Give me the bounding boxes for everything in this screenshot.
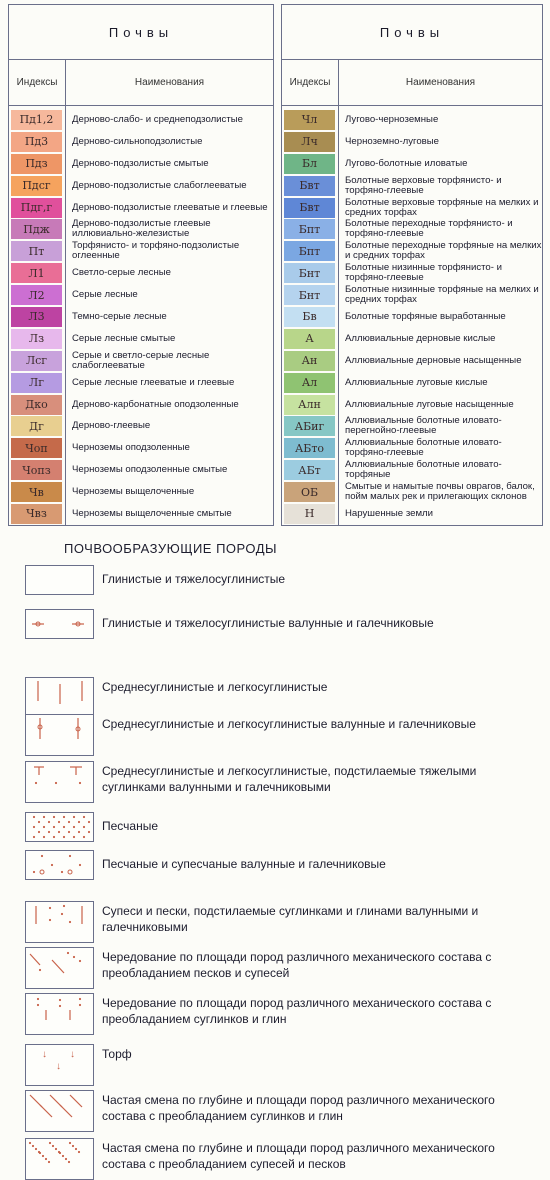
rock-pattern-swatch	[25, 993, 94, 1035]
soil-name: Дерново-слабо- и среднеподзолистые	[72, 113, 243, 125]
soil-color-swatch: Пдг,г	[11, 198, 62, 218]
rock-description: Чередование по площади пород различного механического состава с преобладанием песков и супесей	[102, 950, 492, 980]
soils-table-title: Почвы	[9, 5, 273, 60]
rock-pattern-swatch	[25, 812, 94, 842]
soil-name: Черноземно-луговые	[345, 135, 439, 147]
soil-legend-row	[9, 131, 273, 153]
soil-color-swatch: Дг	[11, 416, 62, 436]
soil-color-swatch: Бнт	[284, 263, 335, 283]
soil-legend-row	[9, 240, 273, 262]
rock-pattern-swatch	[25, 761, 94, 803]
soil-color-swatch: А	[284, 329, 335, 349]
soil-name: Светло-серые лесные	[72, 267, 171, 279]
soil-color-swatch: Бпт	[284, 219, 335, 239]
rock-description: Песчаные	[102, 819, 159, 833]
rock-description: Песчаные и супесчаные валунные и галечниковые	[102, 857, 386, 871]
name-column-header: Наименования	[405, 77, 476, 88]
soil-color-swatch: Бнт	[284, 285, 335, 305]
soil-legend-row	[9, 218, 273, 240]
soil-color-swatch: Лч	[284, 132, 335, 152]
soil-name: Аллювиальные болотные иловато-торфяно-глеевые	[345, 437, 502, 459]
soil-name: Дерново-подзолистые глееватые и глеевые	[72, 201, 268, 213]
soil-name: Болотные переходные торфяные на мелких и средних торфах	[345, 240, 542, 262]
soil-legend-row	[9, 415, 273, 437]
soil-name: Серые лесные смытые	[72, 332, 176, 344]
index-column-header: Индексы	[282, 60, 339, 105]
soil-color-swatch: Пд3	[11, 132, 62, 152]
soils-table-body	[282, 106, 542, 525]
soil-legend-row	[282, 372, 542, 394]
soil-color-swatch: Пдз	[11, 154, 62, 174]
soil-legend-row	[282, 459, 542, 481]
soil-name: Болотные верховые торфяные на мелких и средних торфах	[345, 196, 539, 218]
soil-name: Болотные верховые торфянисто- и торфяно-глеевые	[345, 174, 502, 196]
svg-text:↓: ↓	[42, 1049, 47, 1060]
rock-pattern-swatch	[25, 1044, 94, 1086]
soil-color-swatch: Чв	[11, 482, 62, 502]
soil-legend-row	[9, 394, 273, 416]
soil-name: Дерново-подзолистые слабоглееватые	[72, 179, 247, 191]
svg-text:↓: ↓	[56, 1061, 61, 1072]
rock-pattern-swatch	[25, 1138, 94, 1180]
soil-color-swatch: Лсг	[11, 351, 62, 371]
rock-pattern-swatch	[25, 1090, 94, 1132]
name-column-header: Наименования	[134, 77, 205, 88]
soil-legend-row	[282, 175, 542, 197]
soils-table-left	[8, 4, 274, 526]
soil-color-swatch: Чопз	[11, 460, 62, 480]
soil-name: Аллювиальные болотные иловато-перегнойно-глеевые	[345, 415, 502, 437]
soils-table-header	[9, 60, 273, 106]
soils-table-right	[281, 4, 543, 526]
rock-pattern-swatch	[25, 850, 94, 880]
soil-legend-row	[282, 109, 542, 131]
rock-pattern-swatch	[25, 901, 94, 943]
soil-name: Нарушенные земли	[345, 507, 433, 519]
soil-color-swatch: АБто	[284, 438, 335, 458]
soil-name: Болотные переходные торфянисто- и торфяно-глеевые	[345, 218, 513, 240]
soil-name: Черноземы выщелоченные смытые	[72, 507, 232, 519]
soils-table-body	[9, 106, 273, 525]
soil-name: Черноземы выщелоченные	[72, 486, 195, 498]
soil-color-swatch: АБиг	[284, 416, 335, 436]
soil-legend-row	[282, 284, 542, 306]
soil-legend-row	[9, 284, 273, 306]
soil-color-swatch: Л3	[11, 307, 62, 327]
soil-color-swatch: Лз	[11, 329, 62, 349]
soil-name: Дерново-глеевые	[72, 420, 151, 432]
soil-name: Аллювиальные луговые кислые	[345, 376, 488, 388]
rocks-section-title: ПОЧВООБРАЗУЮЩИЕ ПОРОДЫ	[64, 541, 278, 556]
soil-legend-row	[282, 131, 542, 153]
soil-color-swatch: ОБ	[284, 482, 335, 502]
soil-color-swatch: Бпт	[284, 241, 335, 261]
soil-name: Торфянисто- и торфяно-подзолистые оглеенные	[72, 240, 240, 262]
soil-color-swatch: Лг	[11, 373, 62, 393]
soil-name: Серые лесные глееватые и глеевые	[72, 376, 235, 388]
soil-color-swatch: Бвт	[284, 198, 335, 218]
soil-legend-row	[9, 328, 273, 350]
soil-color-swatch: Ал	[284, 373, 335, 393]
soil-name: Черноземы оподзоленные	[72, 442, 190, 454]
soil-name: Аллювиальные болотные иловато-торфяные	[345, 459, 502, 481]
soil-color-swatch: Бв	[284, 307, 335, 327]
soil-color-swatch: Н	[284, 504, 335, 524]
soil-name: Болотные торфяные выработанные	[345, 310, 506, 322]
rock-description: Торф	[102, 1047, 132, 1061]
rock-pattern-swatch	[25, 609, 94, 639]
rock-description: Среднесуглинистые и легкосуглинистые	[102, 680, 328, 694]
soil-name: Темно-серые лесные	[72, 310, 167, 322]
index-column-header: Индексы	[9, 60, 66, 105]
soils-table-title: Почвы	[282, 5, 542, 60]
soil-color-swatch: Чвз	[11, 504, 62, 524]
soil-legend-row	[9, 350, 273, 372]
soil-legend-row	[282, 197, 542, 219]
soil-color-swatch: Дко	[11, 395, 62, 415]
soil-legend-row	[9, 481, 273, 503]
soil-name: Дерново-подзолистые глеевые иллювиально-железистые	[72, 218, 211, 240]
soil-name: Аллювиальные луговые насыщенные	[345, 398, 514, 410]
rock-pattern-swatch	[25, 677, 94, 719]
soil-name: Серые лесные	[72, 289, 138, 301]
soil-color-swatch: Пдж	[11, 219, 62, 239]
soil-name: Лугово-черноземные	[345, 113, 439, 125]
soil-color-swatch: Пдсг	[11, 176, 62, 196]
soil-legend-row	[282, 394, 542, 416]
soil-color-swatch: Бл	[284, 154, 335, 174]
soil-name: Лугово-болотные иловатые	[345, 157, 468, 169]
soil-legend-row	[9, 306, 273, 328]
soil-legend-row	[282, 481, 542, 503]
soil-name: Дерново-карбонатные оподзоленные	[72, 398, 239, 410]
soil-legend-row	[9, 175, 273, 197]
soil-legend-row	[282, 306, 542, 328]
soil-color-swatch: Л2	[11, 285, 62, 305]
soil-name: Смытые и намытые почвы оврагов, балок, пойм малых рек и прилегающих склонов	[345, 481, 535, 503]
soil-color-swatch: Алн	[284, 395, 335, 415]
rock-description: Чередование по площади пород различного механического состава с преобладанием суглинков и глин	[102, 996, 492, 1026]
soil-legend-row	[9, 153, 273, 175]
soil-name: Дерново-подзолистые смытые	[72, 157, 209, 169]
soil-name: Серые и светло-серые лесные слабоглееватые	[72, 349, 210, 371]
soil-legend-row	[9, 197, 273, 219]
soil-name: Дерново-сильноподзолистые	[72, 135, 203, 147]
soil-legend-row	[9, 437, 273, 459]
soil-legend-row	[282, 350, 542, 372]
soil-legend-row	[9, 109, 273, 131]
soil-legend-row	[282, 328, 542, 350]
soil-name: Аллювиальные дерновые насыщенные	[345, 354, 522, 366]
soil-legend-row	[282, 218, 542, 240]
soil-name: Аллювиальные дерновые кислые	[345, 332, 496, 344]
rock-description: Частая смена по глубине и площади пород различного механического состава с преобладанием суглинков и глин	[102, 1093, 495, 1123]
soil-color-swatch: Л1	[11, 263, 62, 283]
soil-color-swatch: Пд1,2	[11, 110, 62, 130]
soil-color-swatch: Ан	[284, 351, 335, 371]
soil-color-swatch: АБт	[284, 460, 335, 480]
soil-legend-row	[282, 153, 542, 175]
soil-legend-row	[282, 262, 542, 284]
rock-description: Среднесуглинистые и легкосуглинистые валунные и галечниковые	[102, 717, 476, 731]
soil-legend-row	[282, 240, 542, 262]
soil-color-swatch: Бвт	[284, 176, 335, 196]
soil-legend-row	[282, 415, 542, 437]
soil-name: Болотные низинные торфянисто- и торфяно-глеевые	[345, 262, 502, 284]
soil-color-swatch: Чоп	[11, 438, 62, 458]
soil-name: Болотные низинные торфяные на мелких и средних торфах	[345, 284, 539, 306]
soils-table-header	[282, 60, 542, 106]
rock-description: Среднесуглинистые и легкосуглинистые, подстилаемые тяжелыми суглинками валунными и галечниковыми	[102, 764, 477, 794]
rock-description: Частая смена по глубине и площади пород различного механического состава с преобладанием супесей и песков	[102, 1141, 495, 1171]
svg-text:↓: ↓	[70, 1049, 75, 1060]
rock-pattern-swatch	[25, 947, 94, 989]
rock-pattern-swatch	[25, 714, 94, 756]
rock-description: Супеси и пески, подстилаемые суглинками и глинами валунными и галечниковыми	[102, 904, 479, 934]
soil-legend-row	[9, 262, 273, 284]
soil-legend-row	[282, 437, 542, 459]
soil-legend-row	[282, 503, 542, 525]
soil-color-swatch: Чл	[284, 110, 335, 130]
rock-pattern-swatch	[25, 565, 94, 595]
rock-description: Глинистые и тяжелосуглинистые	[102, 572, 286, 586]
rock-description: Глинистые и тяжелосуглинистые валунные и галечниковые	[102, 616, 434, 630]
soil-legend-row	[9, 372, 273, 394]
soil-color-swatch: Пт	[11, 241, 62, 261]
soil-name: Черноземы оподзоленные смытые	[72, 464, 228, 476]
soil-legend-row	[9, 503, 273, 525]
soil-legend-row	[9, 459, 273, 481]
